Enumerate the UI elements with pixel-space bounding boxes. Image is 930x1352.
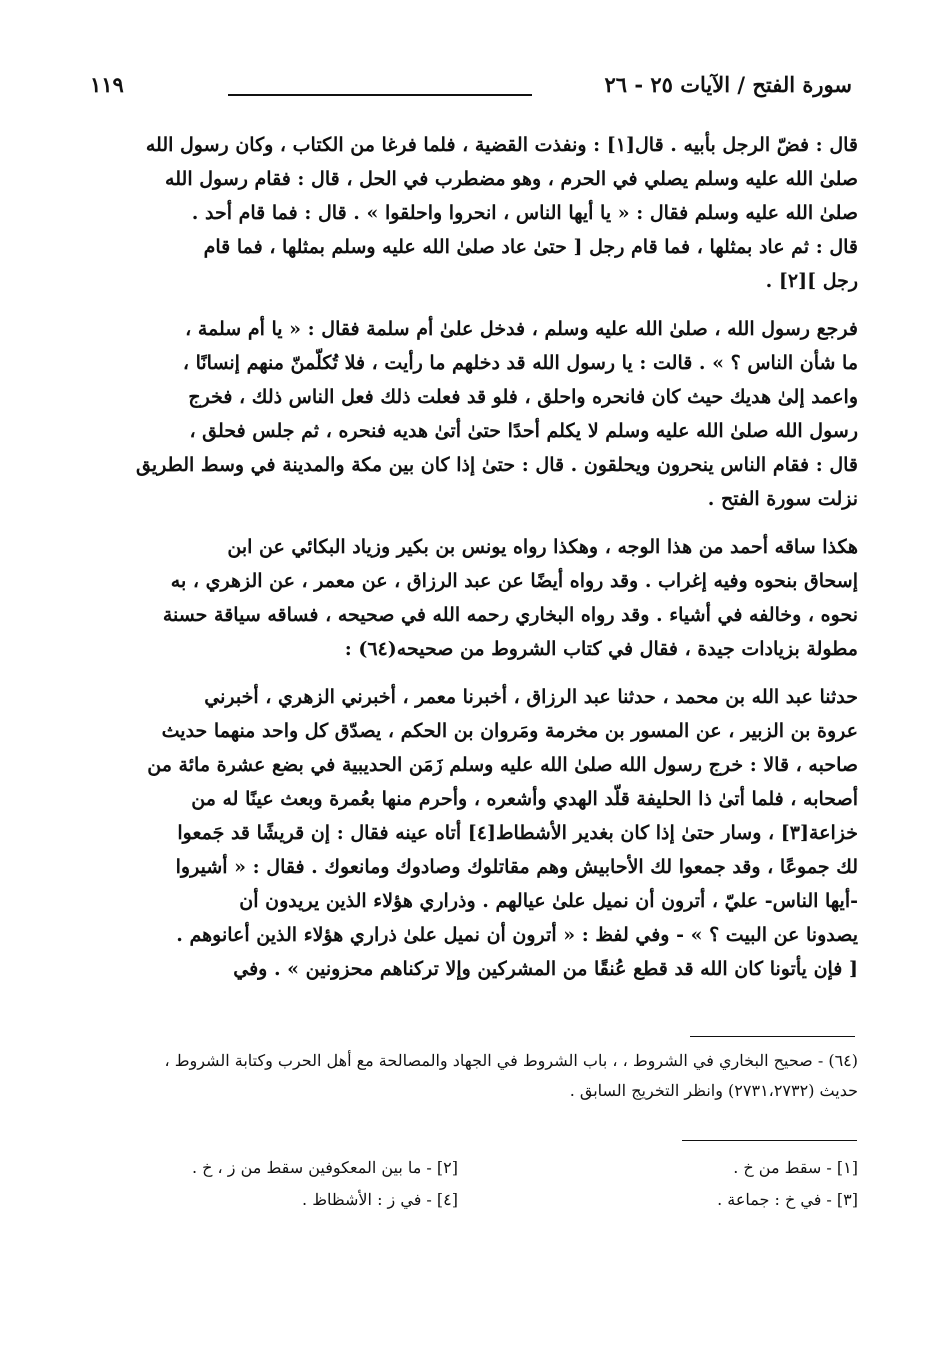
- text-line: ما شأن الناس ؟ » . قالت : يا رسول الله قد دخلهم ما رأيت ، فلا تُكلّمنّ منهم إنسانًا ،: [182, 352, 858, 374]
- page-number: ١١٩: [90, 72, 124, 97]
- text-line: صاحبه ، قالا : خرج رسول الله صلىٰ الله عليه وسلم زَمَن الحديبية في بضع عشرة مائة من: [147, 754, 858, 776]
- text-line: حدثنا عبد الله بن محمد ، حدثنا عبد الرزاق ، أخبرنا معمر ، أخبرني الزهري ، أخبرني: [204, 686, 858, 708]
- paragraph-1: [72, 128, 858, 298]
- text-line: عروة بن الزبير ، عن المسور بن مخرمة ومَروان بن الحكم ، يصدّق كل واحد منهما حديث: [161, 720, 858, 742]
- text-line: نزلت سورة الفتح .: [707, 488, 858, 510]
- text-line: [ فإن يأتونا كان الله قد قطع عُنقًا من المشركين وإلا تركناهم محزونين » . وفي: [233, 958, 858, 980]
- critical-notes-rule: [682, 1140, 857, 1141]
- critical-note-1: [١] - سقط من خ .: [733, 1158, 858, 1177]
- text-line: قال : فقام الناس ينحرون ويحلقون . قال : حتىٰ إذا كان بين مكة والمدينة في وسط الطريق: [136, 454, 858, 476]
- text-line: يصدونا عن البيت ؟ » - وفي لفظ : « أترون أن نميل علىٰ ذراري هؤلاء الذين أعانوهم .: [176, 924, 858, 946]
- body-text: [72, 128, 858, 1000]
- footnote-line: (٦٤) - صحيح البخاري في الشروط ، ، باب الشروط في الجهاد والمصالحة مع أهل الحرب وكتابة الشروط ،: [164, 1051, 858, 1070]
- text-line: صلىٰ الله عليه وسلم يصلي في الحرم ، وهو مضطرب في الحل ، قال : فقام رسول الله: [165, 168, 858, 190]
- paragraph-4: [72, 680, 858, 986]
- header-rule: [228, 94, 532, 96]
- text-line: فرجع رسول الله ، صلىٰ الله عليه وسلم ، فدخل علىٰ أم سلمة فقال : « يا أم سلمة ،: [185, 318, 858, 340]
- text-line: رجل ][٢] .: [765, 270, 858, 292]
- footnote: [72, 1046, 858, 1106]
- text-line: إسحاق بنحوه وفيه إغراب . وقد رواه أيضًا عن عبد الرزاق ، عن معمر ، عن الزهري ، به: [170, 570, 858, 592]
- text-line: لك جموعًا ، وقد جمعوا لك الأحابيش وهم مقاتلوك وصادوك ومانعوك . فقال : « أشيروا: [175, 856, 858, 878]
- critical-note-3: [٣] - في خ : جماعة .: [717, 1190, 858, 1209]
- running-header: [80, 72, 852, 112]
- footnote-rule: [690, 1036, 855, 1037]
- critical-note-4: [٤] - في ز : الأشظاظ .: [302, 1190, 458, 1209]
- text-line: قال : ثم عاد بمثلها ، فما قام رجل [ حتىٰ عاد صلىٰ الله عليه وسلم بمثلها ، فما قام: [203, 236, 858, 258]
- paragraph-3: [72, 530, 858, 666]
- text-line: نحوه ، وخالفه في أشياء . وقد رواه البخاري رحمه الله في صحيحه ، فساقه سياقة حسنة: [162, 604, 858, 626]
- header-title: سورة الفتح / الآيات ٢٥ - ٢٦: [604, 72, 852, 97]
- text-line: رسول الله صلىٰ الله عليه وسلم لا يكلم أحدًا حتىٰ أتىٰ هديه فنحره ، ثم جلس فحلق ،: [189, 420, 858, 442]
- text-line: واعمد إلىٰ هديك حيث كان فانحره واحلق ، فلو قد فعلت ذلك فعل الناس ذلك ، فخرج: [188, 386, 858, 408]
- text-line: هكذا ساقه أحمد من هذا الوجه ، وهكذا رواه يونس بن بكير وزياد البكائي عن ابن: [227, 536, 858, 558]
- footnote-line: حديث (٢٧٣١،٢٧٣٢) وانظر التخريج السابق .: [569, 1081, 858, 1100]
- text-line: صلىٰ الله عليه وسلم فقال : « يا أيها الناس ، انحروا واحلقوا » . قال : فما قام أحد .: [191, 202, 858, 224]
- text-line: أصحابه ، فلما أتىٰ ذا الحليفة قلّد الهدي وأشعره ، وأحرم منها بعُمرة وبعث عينًا له من: [191, 788, 858, 810]
- paragraph-2: [72, 312, 858, 516]
- text-line: قال : فضّ الرجل بأبيه . قال[١] : ونفذت القضية ، فلما فرغا من الكتاب ، وكان رسول الله: [145, 134, 858, 156]
- critical-note-2: [٢] - ما بين المعكوفين سقط من ز ، خ .: [191, 1158, 458, 1177]
- text-line: مطولة بزيادات جيدة ، فقال في كتاب الشروط من صحيحه(٦٤) :: [344, 638, 858, 660]
- text-line: -أيها الناس- عليّ ، أترون أن نميل علىٰ عيالهم . وذراري هؤلاء الذين يريدون أن: [239, 890, 858, 912]
- text-line: خزاعة[٣] ، وسار حتىٰ إذا كان بغدير الأشطاط[٤] أتاه عينه فقال : إن قريشًا قد جَمعوا: [177, 822, 858, 844]
